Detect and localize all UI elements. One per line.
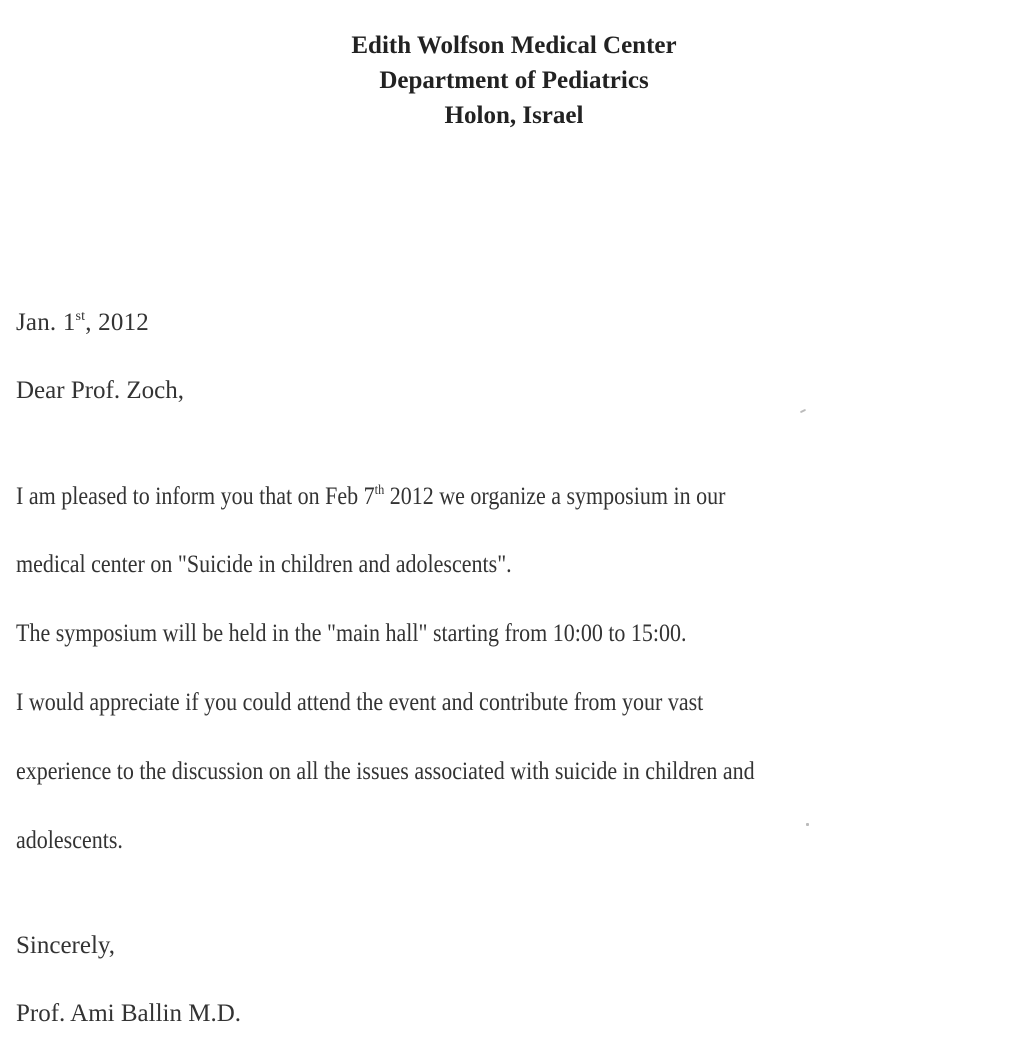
body-line-4: I would appreciate if you could attend the event and contribute from your vast <box>16 689 704 716</box>
scan-speck <box>806 823 809 826</box>
signature-name: Prof. Ami Ballin M.D. <box>16 1000 242 1027</box>
scan-speck <box>800 409 806 413</box>
body-line-1 <box>16 483 725 511</box>
date-year: , 2012 <box>85 309 149 336</box>
date-prefix: Jan. 1 <box>16 309 76 336</box>
salutation: Dear Prof. Zoch, <box>16 377 184 404</box>
letter-date <box>16 309 149 337</box>
closing: Sincerely, <box>16 932 116 959</box>
body-line-1-end: 2012 we organize a symposium in our <box>384 483 726 510</box>
location: Holon, Israel <box>444 102 584 129</box>
department-name: Department of Pediatrics <box>379 67 649 94</box>
body-line-1-ordinal: th <box>374 483 385 498</box>
body-line-5: experience to the discussion on all the issues associated with suicide in children and <box>16 758 755 785</box>
body-line-2: medical center on "Suicide in children and adolescents". <box>16 551 512 578</box>
body-line-6: adolescents. <box>16 827 123 854</box>
body-line-3: The symposium will be held in the "main hall" starting from 10:00 to 15:00. <box>16 620 687 647</box>
body-line-1-start: I am pleased to inform you that on Feb 7 <box>16 483 375 510</box>
institution-name: Edith Wolfson Medical Center <box>351 32 677 59</box>
date-ordinal: st <box>75 309 86 324</box>
